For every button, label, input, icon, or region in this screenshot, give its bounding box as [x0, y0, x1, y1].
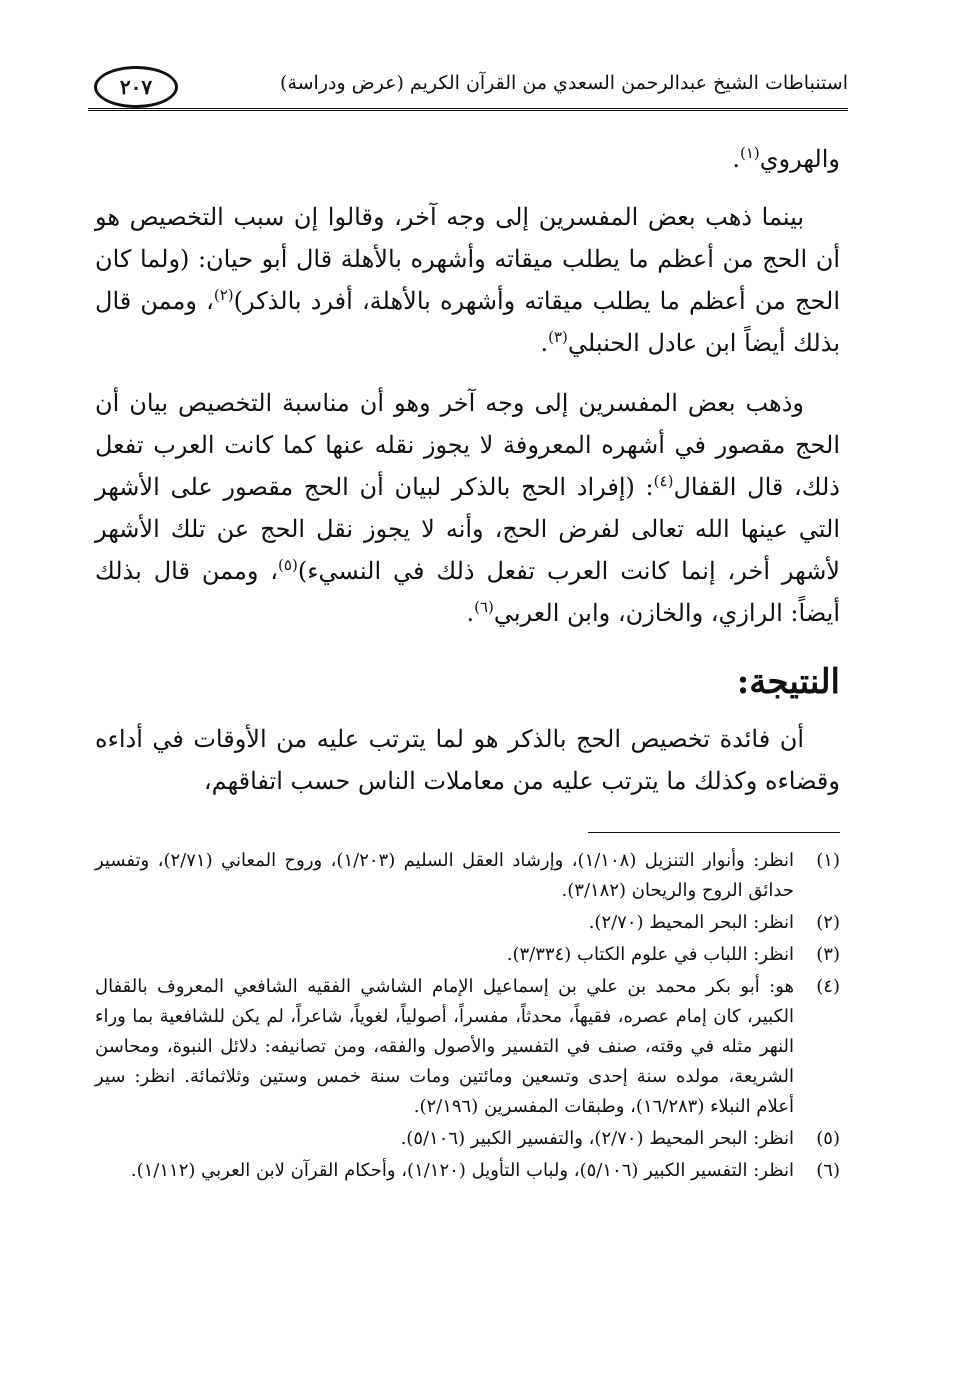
footnote-number: (٣) [816, 944, 840, 965]
paragraph-2 [95, 382, 840, 634]
running-title: استنباطات الشيخ عبدالرحمن السعدي من القرآن الكريم (عرض ودراسة) [280, 72, 848, 94]
intro-tail: . [732, 145, 740, 173]
footnote-number: (٥) [816, 1128, 840, 1149]
page-number: ٢٠٧ [119, 75, 153, 99]
header-rule [88, 108, 848, 111]
paragraph-1-text-b: ، وممن قال بذلك أيضاً ابن عادل الحنبلي [95, 287, 840, 357]
footnote-item [95, 972, 840, 1122]
footnote-ref: (٣) [548, 328, 568, 346]
footnote-text: انظر: التفسير الكبير (٥/١٠٦)، ولباب التأويل (١/١٢٠)، وأحكام القرآن لابن العربي (١/١١٢). [130, 1160, 794, 1181]
footnote-item [95, 1156, 840, 1186]
result-heading: النتيجة: [736, 662, 840, 702]
paragraph-2-text-c: ، وممن قال بذلك أيضاً: الرازي، والخازن، وابن العربي [95, 557, 840, 627]
footnote-ref: (٦) [474, 598, 494, 616]
footnote-ref: (٤) [653, 472, 674, 490]
footnote-item [95, 846, 840, 906]
footnote-ref: (١) [739, 144, 760, 162]
footnote-number: (٦) [816, 1160, 840, 1181]
footnote-number: (٢) [816, 912, 840, 933]
paragraph-2-tail: . [466, 599, 475, 627]
footnote-text: هو: أبو بكر محمد بن علي بن إسماعيل الإمام الشاشي الفقيه الشافعي المعروف بالقفال الكبير، كان إمام عصره، فقيهاً، محدثاً، مفسراً، أصولياً، لغوياً، شاعراً، لم يكن للشافعية بما وراء النهر مثله في وقته، صنف في التفسير والأصول والفقه، ومن تصانيفه: دلائل النبوة، ومحاسن الشريعة، مولده سنة إحدى وتسعين ومائتين ومات سنة خمس وستين وثلاثمائة. انظر: سير أعلام النبلاء (١٦/٢٨٣)، وطبقات المفسرين (٢/١٩٦). [95, 976, 794, 1117]
paragraph-3: أن فائدة تخصيص الحج بالذكر هو لما يترتب عليه من الأوقات في أداءه وقضاءه وكذلك ما يترتب عليه من معاملات الناس حسب اتفاقهم، [95, 725, 840, 795]
intro-line [95, 138, 840, 180]
footnote-ref: (٥) [278, 556, 298, 574]
paragraph-1 [95, 196, 840, 364]
paragraph-2-text-b: : (إفراد الحج بالذكر لبيان أن الحج مقصور على الأشهر التي عينها الله تعالى لفرض الحج، وأنه لا يجوز نقل الحج عن تلك الأشهر لأشهر أخر، إنما كانت العرب تفعل ذلك في النسيء) [95, 473, 840, 585]
footnote-text: انظر: وأنوار التنزيل (١/١٠٨)، وإرشاد العقل السليم (١/٢٠٣)، وروح المعاني (٢/٧١)، وتفسير حدائق الروح والريحان (٣/١٨٢). [95, 850, 794, 901]
footnote-text: انظر: البحر المحيط (٢/٧٠)، والتفسير الكبير (٥/١٠٦). [400, 1128, 794, 1149]
page-number-badge [94, 66, 178, 108]
footnote-ref: (٢) [213, 286, 234, 304]
footnote-separator [588, 832, 840, 833]
running-header [88, 58, 848, 114]
footnotes [95, 846, 840, 1188]
footnote-item [95, 908, 840, 938]
paragraph-1-text-a: بينما ذهب بعض المفسرين إلى وجه آخر، وقالوا إن سبب التخصيص هو أن الحج من أعظم ما يطلب ميقاته وأشهره بالأهلة قال أبو حيان: (ولما كان الحج من أعظم ما يطلب ميقاته وأشهره بالأهلة، أفرد بالذكر) [95, 203, 840, 315]
footnote-item [95, 1124, 840, 1154]
footnote-text: انظر: البحر المحيط (٢/٧٠). [588, 912, 794, 933]
footnote-text: انظر: اللباب في علوم الكتاب (٣/٣٣٤). [506, 944, 794, 965]
paragraph-1-tail: . [540, 329, 549, 357]
footnote-number: (٤) [816, 976, 840, 997]
footnote-item [95, 940, 840, 970]
intro-text: والهروي [759, 145, 840, 173]
paragraph-2-text-a: وذهب بعض المفسرين إلى وجه آخر وهو أن مناسبة التخصيص بيان أن الحج مقصور في أشهره المعروفة لا يجوز نقله عنها كما كانت العرب تفعل ذلك، قال القفال [95, 389, 840, 501]
footnote-number: (١) [816, 850, 840, 871]
